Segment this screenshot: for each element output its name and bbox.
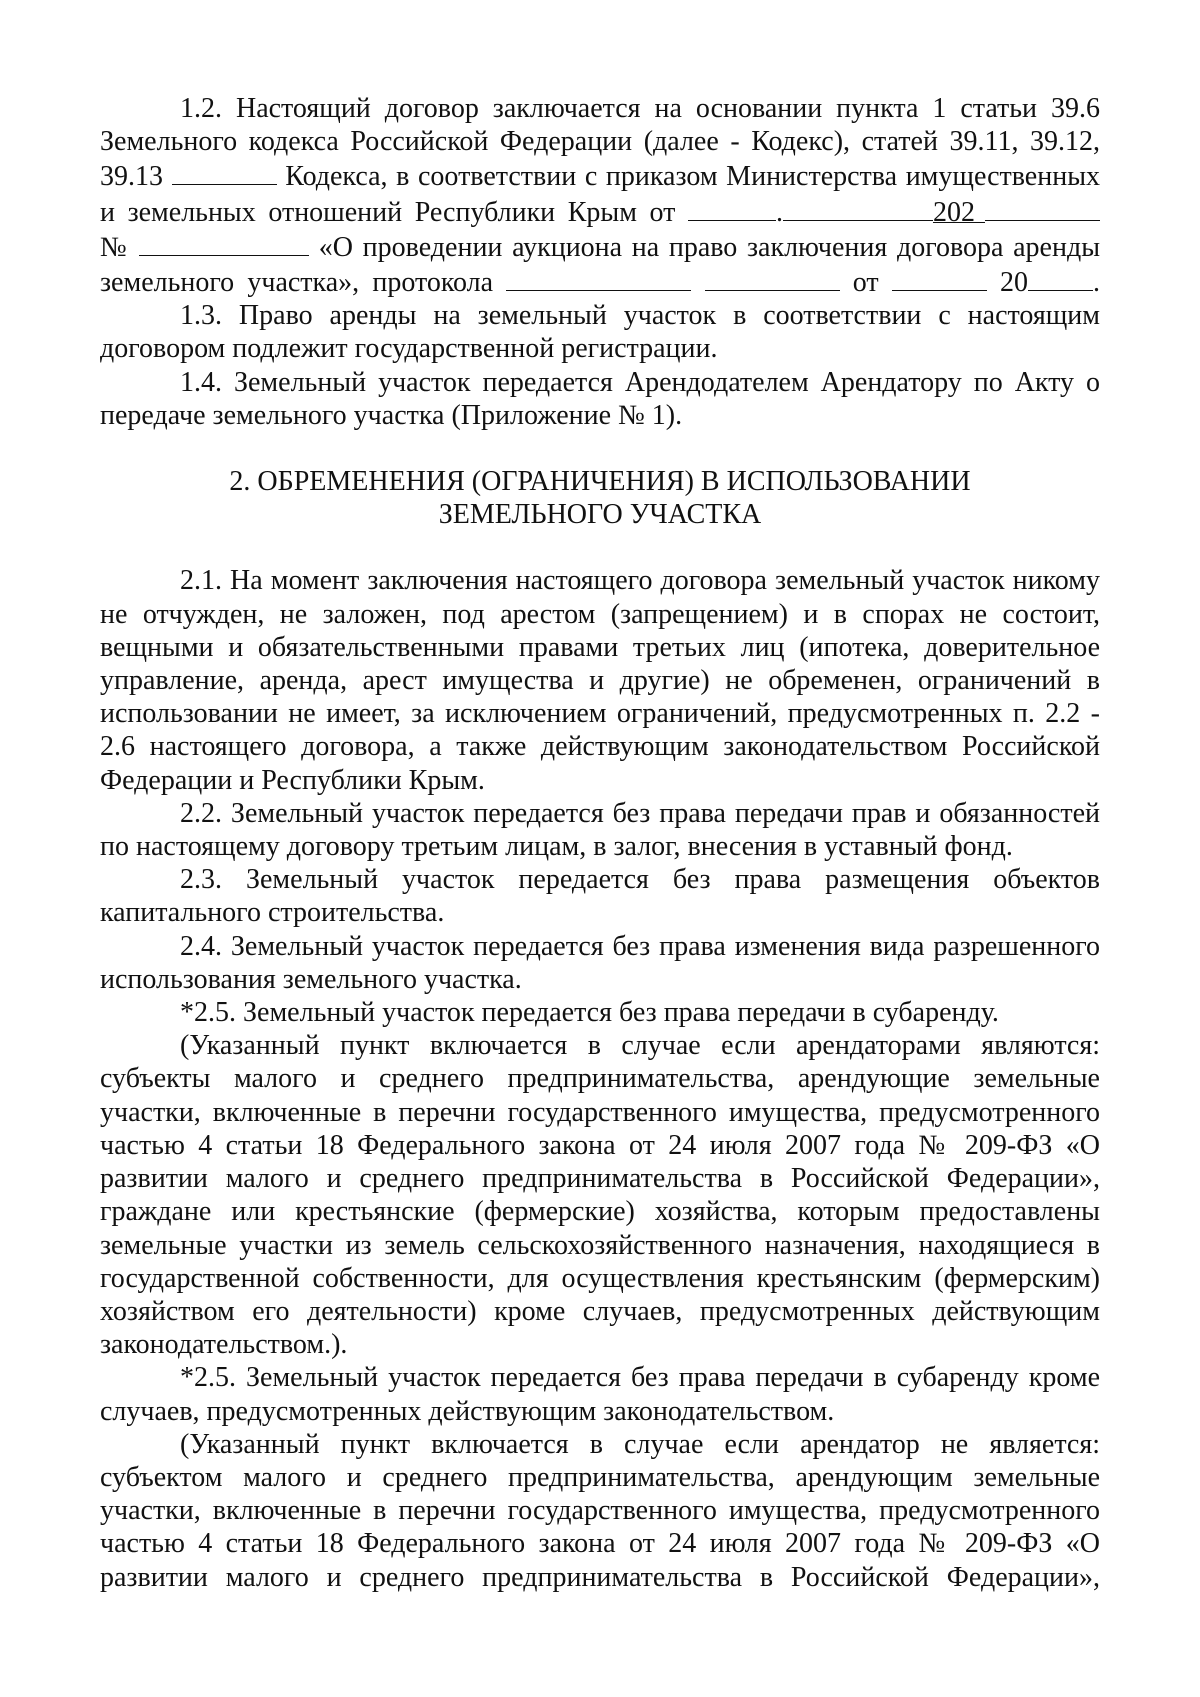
clause-text: от: [852, 267, 879, 299]
blank-day: [688, 194, 776, 221]
clause-1-2-line4: [100, 194, 1100, 229]
clause-1-4: 1.4. Земельный участок передается Арендодателем Арендатору по Акту о передаче земельного участка (Приложение № 1).: [100, 366, 1100, 431]
blank-protocol-number: [705, 264, 840, 291]
blank-year: [985, 194, 1100, 221]
clause-1-2-line1: 1.2. Настоящий договор заключается на основании пункта 1 статьи 39.6: [180, 93, 1100, 124]
clause-2-5-variant-a: *2.5. Земельный участок передается без права передачи в субаренду.: [180, 997, 999, 1029]
protocol-year: [1000, 267, 1100, 298]
clause-text: Кодекса, в соответствии с приказом Министерства имущественных: [285, 161, 1101, 193]
blank-year: [1028, 264, 1093, 291]
article-number-text: 39.13: [100, 161, 163, 193]
blank-order-number: [139, 229, 309, 256]
clause-1-2: [100, 92, 1100, 299]
blank-protocol-name: [506, 264, 691, 291]
clause-2-5-variant-b: *2.5. Земельный участок передается без права передачи в субаренду кроме случаев, предусмотренных действующим законодательством.: [100, 1362, 1100, 1427]
number-sign: №: [100, 231, 130, 263]
clause-2-2: 2.2. Земельный участок передается без права передачи прав и обязанностей по настоящему договору третьим лицам, в залог, внесения в уставный фонд.: [100, 797, 1100, 863]
note-variant-b: (Указанный пункт включается в случае если арендатор не является: субъектом малого и среднего предпринимательства, арендующим земельные участки, включенные в перечни государственного имущества, предусмотренного частью 4 статьи 18 Федерального закона от 24 июля 2007 года № 209-ФЗ «О развитии малого и среднего предпринимательства в Российской Федерации»,: [100, 1428, 1100, 1593]
clause-1-3: 1.3. Право аренды на земельный участок в соответствии с настоящим договором подлежит государственной регистрации.: [100, 300, 1100, 365]
clause-2-1: 2.1. На момент заключения настоящего договора земельный участок никому не отчужден, не заложен, под арестом (запрещением) и в спорах не состоит, вещными и обязательственными правами третьих лиц (ипотека, доверительное управление, аренда, арест имущества и другие) не обременен, ограничений в использовании не имеет, за исключением ограничений, предусмотренных п. 2.2 - 2.6 настоящего договора, а также действующим законодательством Российской Федерации и Республики Крым.: [100, 565, 1100, 796]
clause-1-2-line3: [100, 158, 1100, 193]
clause-1-2-line6: [100, 264, 1100, 299]
clause-text: и земельных отношений Республики Крым от: [100, 196, 676, 228]
clause-text: земельного участка», протокола: [100, 267, 494, 299]
year-prefix: 20: [1000, 267, 1029, 299]
date-separator: .: [776, 196, 784, 228]
note-variant-a: (Указанный пункт включается в случае если арендаторами являются: субъекты малого и среднего предпринимательства, арендующие земельные участки, включенные в перечни государственного имущества, предусмотренного частью 4 статьи 18 Федерального закона от 24 июля 2007 года № 209-ФЗ «О развитии малого и среднего предпринимательства в Российской Федерации», граждане или крестьянские (фермерские) хозяйства, которым предоставлены земельные участки из земель сельскохозяйственного назначения, находящиеся в государственной собственности, для осуществления крестьянским (фермерским) хозяйством его деятельности) кроме случаев, предусмотренных действующим законодательством.).: [100, 1030, 1100, 1361]
spacer: [100, 432, 1100, 465]
spacer: [100, 531, 1100, 564]
blank-field: [172, 158, 277, 185]
clause-2-4: 2.4. Земельный участок передается без права изменения вида разрешенного использования земельного участка.: [100, 930, 1100, 995]
clause-2-3: 2.3. Земельный участок передается без права размещения объектов капитального строительства.: [100, 864, 1100, 929]
blank-month: [783, 194, 933, 221]
section-2-heading-line1: 2. ОБРЕМЕНЕНИЯ (ОГРАНИЧЕНИЯ) В ИСПОЛЬЗОВАНИИ: [229, 466, 971, 498]
clause-text: «О проведении аукциона на право заключения договора аренды: [318, 231, 1101, 263]
year-prefix: 202: [933, 196, 985, 223]
date-blanks: [688, 197, 1100, 228]
clause-1-2-line5: [100, 229, 1100, 264]
period: .: [1093, 267, 1101, 299]
document-page: [100, 92, 1100, 1594]
blank-protocol-date: [892, 264, 987, 291]
clause-1-2-line2: Земельного кодекса Российской Федерации (далее - Кодекс), статей 39.11, 39.12,: [100, 126, 1100, 158]
section-2-heading-line2: ЗЕМЕЛЬНОГО УЧАСТКА: [438, 499, 762, 531]
